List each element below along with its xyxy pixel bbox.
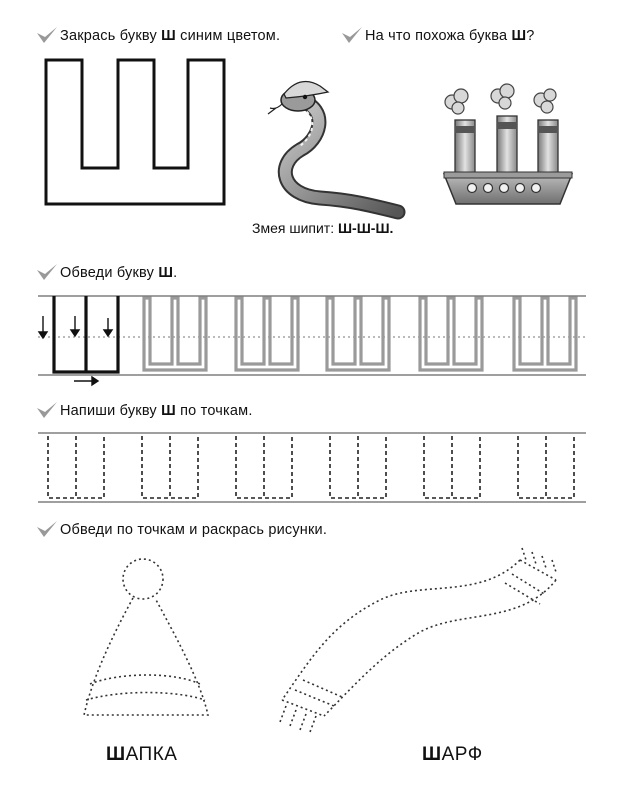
hat-illustration[interactable] [84, 559, 208, 715]
dotted-letters[interactable] [48, 436, 574, 498]
outline-letter-sha[interactable] [46, 60, 224, 204]
word-first-letter: Ш [106, 744, 126, 765]
trace-letter-sha[interactable] [236, 298, 298, 370]
instruction-text: по точкам. [175, 403, 253, 419]
trace-letters[interactable] [144, 298, 576, 370]
dotted-letter-sha[interactable] [330, 436, 386, 498]
snake-sound: Ш-Ш-Ш. [337, 220, 394, 236]
instruction-text: Обведи по точкам и раскрась рисунки. [60, 522, 328, 538]
trace-letter-sha[interactable] [144, 298, 206, 370]
snake-illustration [268, 82, 398, 213]
scarf-illustration[interactable] [280, 548, 556, 732]
steamship-illustration [444, 84, 572, 204]
dotted-letter-sha[interactable] [236, 436, 292, 498]
word-rest: АПКА [125, 744, 178, 765]
word-first-letter: Ш [422, 744, 442, 765]
instruction-text: Напиши букву [60, 403, 162, 419]
dotted-letter-sha[interactable] [424, 436, 480, 498]
caption-text: Змея шипит: [252, 220, 338, 236]
letter-sha: Ш [511, 28, 527, 44]
writing-row [38, 433, 586, 502]
instruction-text: Закрась букву [60, 28, 162, 44]
letter-sha: Ш [161, 28, 176, 44]
instruction-text: Обведи букву [60, 265, 159, 281]
instruction-text: ? [526, 28, 535, 44]
trace-letter-sha[interactable] [327, 298, 389, 370]
dotted-letter-sha[interactable] [518, 436, 574, 498]
instruction-text: синим цветом. [175, 28, 281, 44]
trace-letter-sha[interactable] [514, 298, 576, 370]
letter-sha: Ш [158, 265, 174, 281]
instruction-text: На что похожа буква [365, 28, 512, 44]
tracing-row [38, 296, 586, 385]
dotted-letter-sha[interactable] [48, 436, 104, 498]
word-rest: АРФ [441, 744, 483, 765]
trace-letter-sha[interactable] [420, 298, 482, 370]
instruction-text: . [173, 265, 178, 281]
letter-sha: Ш [161, 403, 176, 419]
dotted-letter-sha[interactable] [142, 436, 198, 498]
